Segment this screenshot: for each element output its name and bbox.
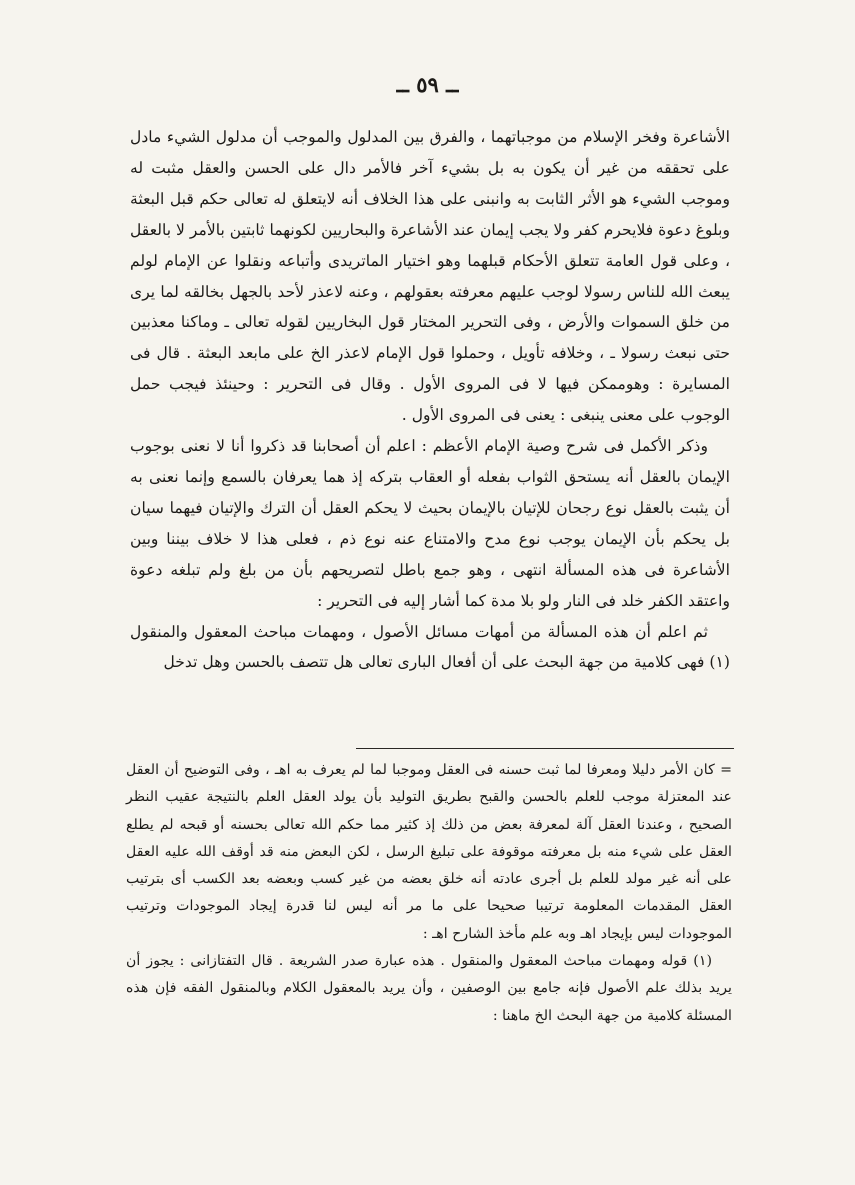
body-paragraph: الأشاعرة وفخر الإسلام من موجباتهما ، والفرق بين المدلول والموجب أن مدلول الشيء مادل على تحققه من غير أن يكون به بل بشيء آخر فالأمر دال على الحسن والعقل مثبت له وموجب الشيء هو الأثر الثابت به وانبنى على هذا الخلاف أنه لايتعلق له تعالى حكم قبل البعثة وبلوغ دعوة فلايحرم كفر ولا يجب إيمان عند الأشاعرة والبحاريين لكونهما ثابتين بالأمر لا بالعقل ، وعلى قول العامة تتعلق الأحكام قبلهما وهو اختيار الماتريدى وأتباعه ونقلوا عن الإمام لولم يبعث الله للناس رسولا لوجب عليهم معرفته بعقولهم ، وعنه لاعذر لأحد بالجهل بخالقه لما يرى من خلق السموات والأرض ، وفى التحرير المختار قول البخاريين لقوله تعالى ـ وماكنا معذبين حتى نبعث رسولا ـ ، وخلافه تأويل ، وحملوا قول الإمام لاعذر الخ على مابعد البعثة . قال فى المسايرة : وهوممكن فيها لا فى المروى الأول . وقال فى التحرير : وحينئذ فيجب حمل الوجوب على معنى ينبغى : يعنى فى المروى الأول . <box>130 128 730 425</box>
footnote-paragraph: (١) قوله ومهمات مباحث المعقول والمنقول . هذه عبارة صدر الشريعة . قال التفتازانى : يجوز أن يريد بذلك علم الأصول فإنه جامع بين الوصفين ، وأن يريد بالمعقول الكلام وبالمنقول الفقه فإن هذه المسئلة كلامية من جهة البحث الخ ماهنا : <box>126 953 732 1024</box>
footnotes <box>126 757 732 1030</box>
body-paragraph: ثم اعلم أن هذه المسألة من أمهات مسائل الأصول ، ومهمات مباحث المعقول والمنقول (١) فهى كلامية من جهة البحث على أن أفعال البارى تعالى هل تتصف بالحسن وهل تدخل <box>130 622 730 672</box>
main-text <box>130 122 730 678</box>
page-number: ــ ٥٩ ــ <box>396 72 459 97</box>
body-paragraph: وذكر الأكمل فى شرح وصية الإمام الأعظم : اعلم أن أصحابنا قد ذكروا أنا لا نعنى بوجوب الإيمان بالعقل أنه يستحق الثواب بفعله أو العقاب بتركه إذ هما يعرفان بالسمع وإنما نعنى به أن يثبت بالعقل نوع رجحان للإتيان بالإيمان بحيث لا يحكم العقل أن الترك والإتيان فيهما سيان بل يحكم بأن الإيمان يوجب نوع مدح والامتناع عنه نوع ذم ، فعلى هذا لا خلاف بيننا وبين الأشاعرة فى هذه المسألة انتهى ، وهو جمع باطل لتصريحهم بأن من بلغ ولم تبلغه دعوة واعتقد الكفر خلد فى النار ولو بلا مدة كما أشار إليه فى التحرير : <box>130 437 730 610</box>
footnote-divider <box>356 748 734 749</box>
footnote-paragraph: = كان الأمر دليلا ومعرفا لما ثبت حسنه فى العقل وموجبا لما لم يعرف به اهـ ، وفى التوضيح أن العقل عند المعتزلة موجب للعلم بالحسن والقبح بطريق التوليد بأن يولد العقل العلم بالنتيجة عقيب النظر الصحيح ، وعندنا العقل آلة لمعرفة بعض من ذلك إذ كثير مما حكم الله تعالى بحسنه أو قبحه لم يطلع العقل على شيء منه بل معرفته موقوفة على تبليغ الرسل ، لكن البعض منه قد أوقف الله عليه العقل على أنه غير مولد للعلم بل أجرى عادته أنه خلق بعضه من غير كسب وبعضه بعد الكسب أى بترتيب العقل المقدمات المعلومة ترتيبا صحيحا على ما مر أنه ليس لنا قدرة إيجاد الموجودات وترتيب الموجودات ليس بإيجاد اهـ وبه علم مأخذ الشارح اهـ : <box>126 762 732 942</box>
